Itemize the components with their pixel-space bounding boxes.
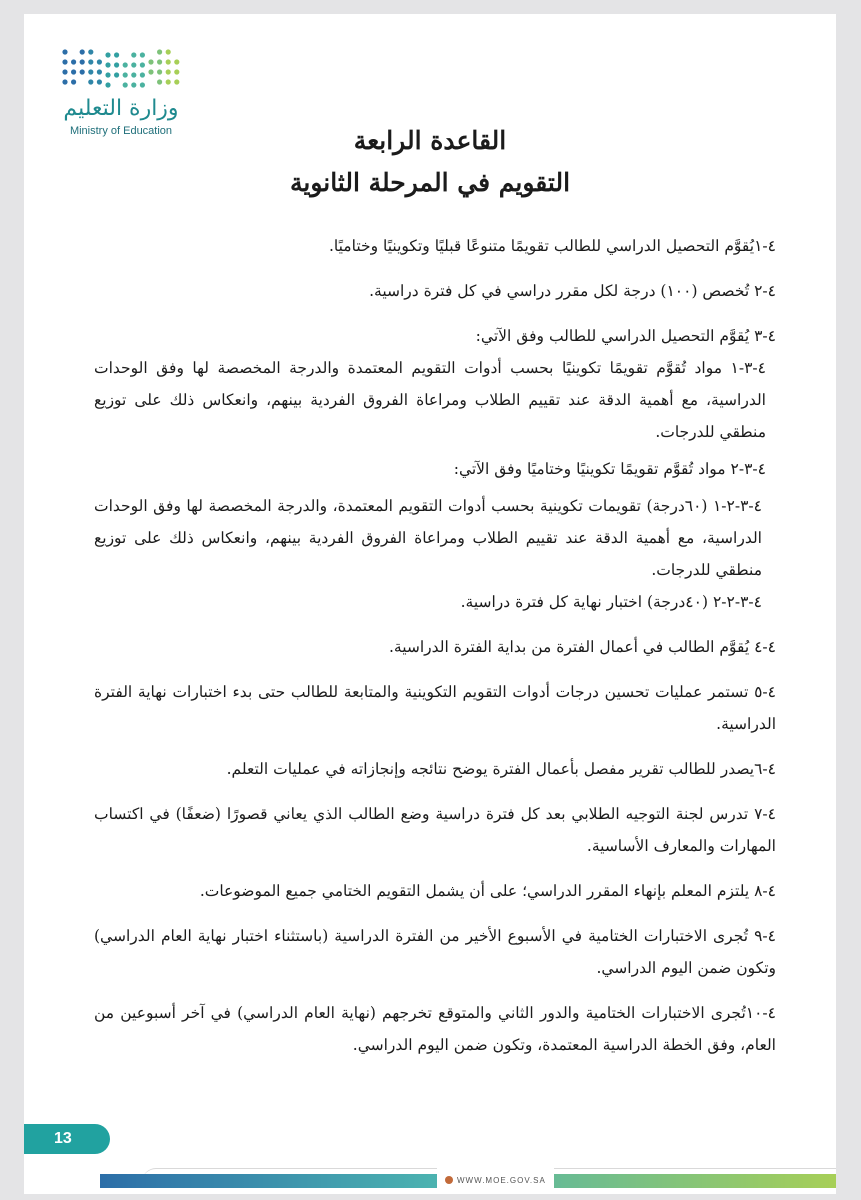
logo-dot (174, 79, 179, 84)
logo-dot (97, 79, 102, 84)
paragraph-4-10: ٤-١٠تُجرى الاختبارات الختامية والدور الثاني والمتوقع تخرجهم (نهاية العام الدراسي) في آخر أسبوعين من العام، وفق الخطة الدراسية المعتمدة، وتكون ضمن اليوم الدراسي. (94, 1004, 776, 1054)
logo-dot (166, 69, 171, 74)
logo-dot (88, 49, 93, 54)
document-body (94, 230, 776, 1061)
logo-dot (80, 49, 85, 54)
logo-dot (88, 79, 93, 84)
document-page (24, 14, 836, 1194)
paragraph-4-3-2-2: ٤-٣-٢-٢ (٤٠درجة) اختبار نهاية كل فترة دراسية. (460, 593, 762, 611)
logo-dot (88, 69, 93, 74)
logo-dot (71, 59, 76, 64)
paragraph-4-7: ٤-٧ تدرس لجنة التوجيه الطلابي بعد كل فترة دراسية وضع الطالب الذي يعاني قصورًا (ضعفًا) في اكتساب المهارات والمعارف الأساسية. (94, 805, 776, 855)
paragraph-4-3: ٤-٣ يُقوَّم التحصيل الدراسي للطالب وفق الآتي: (475, 327, 776, 345)
logo-dot (71, 79, 76, 84)
logo-dot (157, 49, 162, 54)
logo-dot (157, 59, 162, 64)
logo-dot (131, 52, 136, 57)
paragraph-4-1: ٤-١يُقوَّم التحصيل الدراسي للطالب تقويمًا متنوعًا قبليًا وتكوينيًا وختاميًا. (328, 237, 776, 255)
logo-dot (62, 59, 67, 64)
logo-dot (114, 72, 119, 77)
logo-dot (148, 59, 153, 64)
logo-dot (114, 52, 119, 57)
logo-english-text: Ministry of Education (69, 125, 173, 137)
logo-arabic-text: وزارة التعليم (63, 96, 179, 121)
footer-website (437, 1168, 554, 1194)
logo-dot (140, 62, 145, 67)
logo-dot (114, 62, 119, 67)
logo-dot (174, 59, 179, 64)
logo-dot (105, 72, 110, 77)
logo-dot (148, 69, 153, 74)
logo-dot (131, 62, 136, 67)
logo-dot (97, 69, 102, 74)
globe-icon (445, 1176, 453, 1184)
paragraph-4-3-2: ٤-٣-٢ مواد تُقوَّم تقويمًا تكوينيًا وختاميًا وفق الآتي: (453, 460, 766, 478)
logo-dot (88, 59, 93, 64)
logo-dot (166, 59, 171, 64)
logo-dot (166, 79, 171, 84)
logo-dot (62, 79, 67, 84)
logo-dot (80, 69, 85, 74)
logo-dot (97, 59, 102, 64)
logo-dot (166, 49, 171, 54)
paragraph-4-2: ٤-٢ تُخصص (١٠٠) درجة لكل مقرر دراسي في كل فترة دراسية. (369, 282, 776, 300)
footer-url-text: WWW.MOE.GOV.SA (457, 1176, 546, 1185)
page-subtitle: التقويم في المرحلة الثانوية (289, 168, 571, 197)
paragraph-4-6: ٤-٦يصدر للطالب تقرير مفصل بأعمال الفترة يوضح نتائجه وإنجازاته في عمليات التعلم. (226, 760, 776, 778)
logo-dot (105, 52, 110, 57)
ministry-logo (56, 46, 186, 146)
logo-dot (131, 72, 136, 77)
paragraph-4-3-2-1: ٤-٣-٢-١ (٦٠درجة) تقويمات تكوينية بحسب أدوات التقويم المعتمدة، والدرجة المخصصة لها وفق الوحدات الدراسية، مع أهمية الدقة عند تقييم الطلاب ومراعاة الفروق الفردية بينهم، وانعكاس ذلك على توزيع منطقي للدرجات. (94, 497, 762, 579)
logo-dot (123, 62, 128, 67)
paragraph-4-5: ٤-٥ تستمر عمليات تحسين درجات أدوات التقويم التكوينية والمتابعة للطالب حتى بدء اختبارات نهاية الفترة الدراسية. (94, 683, 776, 733)
page-number: 13 (24, 1124, 110, 1154)
logo-dot (157, 69, 162, 74)
page-titles (214, 120, 646, 204)
logo-dot (140, 82, 145, 87)
logo-dot (123, 82, 128, 87)
logo-dot (62, 49, 67, 54)
logo-dot (140, 72, 145, 77)
logo-dot (105, 82, 110, 87)
logo-dot (140, 52, 145, 57)
logo-dot (123, 72, 128, 77)
logo-dot (62, 69, 67, 74)
paragraph-4-4: ٤-٤ يُقوَّم الطالب في أعمال الفترة من بداية الفترة الدراسية. (388, 638, 776, 656)
logo-dots-icon (60, 46, 184, 94)
logo-dot (80, 59, 85, 64)
page-title: القاعدة الرابعة (353, 126, 507, 155)
logo-dot (157, 79, 162, 84)
logo-dot (174, 69, 179, 74)
logo-dot (71, 69, 76, 74)
logo-dot (131, 82, 136, 87)
paragraph-4-8: ٤-٨ يلتزم المعلم بإنهاء المقرر الدراسي؛ على أن يشمل التقويم الختامي جميع الموضوعات. (199, 882, 776, 900)
logo-dot (105, 62, 110, 67)
paragraph-4-3-1: ٤-٣-١ مواد تُقوَّم تقويمًا تكوينيًا بحسب أدوات التقويم المعتمدة والدرجة المخصصة لها وفق الوحدات الدراسية، مع أهمية الدقة عند تقييم الطلاب ومراعاة الفروق الفردية بينهم، وانعكاس ذلك على توزيع منطقي للدرجات. (94, 359, 766, 441)
paragraph-4-9: ٤-٩ تُجرى الاختبارات الختامية في الأسبوع الأخير من الفترة الدراسية (باستثناء اختبار نهاية العام الدراسي) وتكون ضمن اليوم الدراسي. (94, 927, 776, 977)
